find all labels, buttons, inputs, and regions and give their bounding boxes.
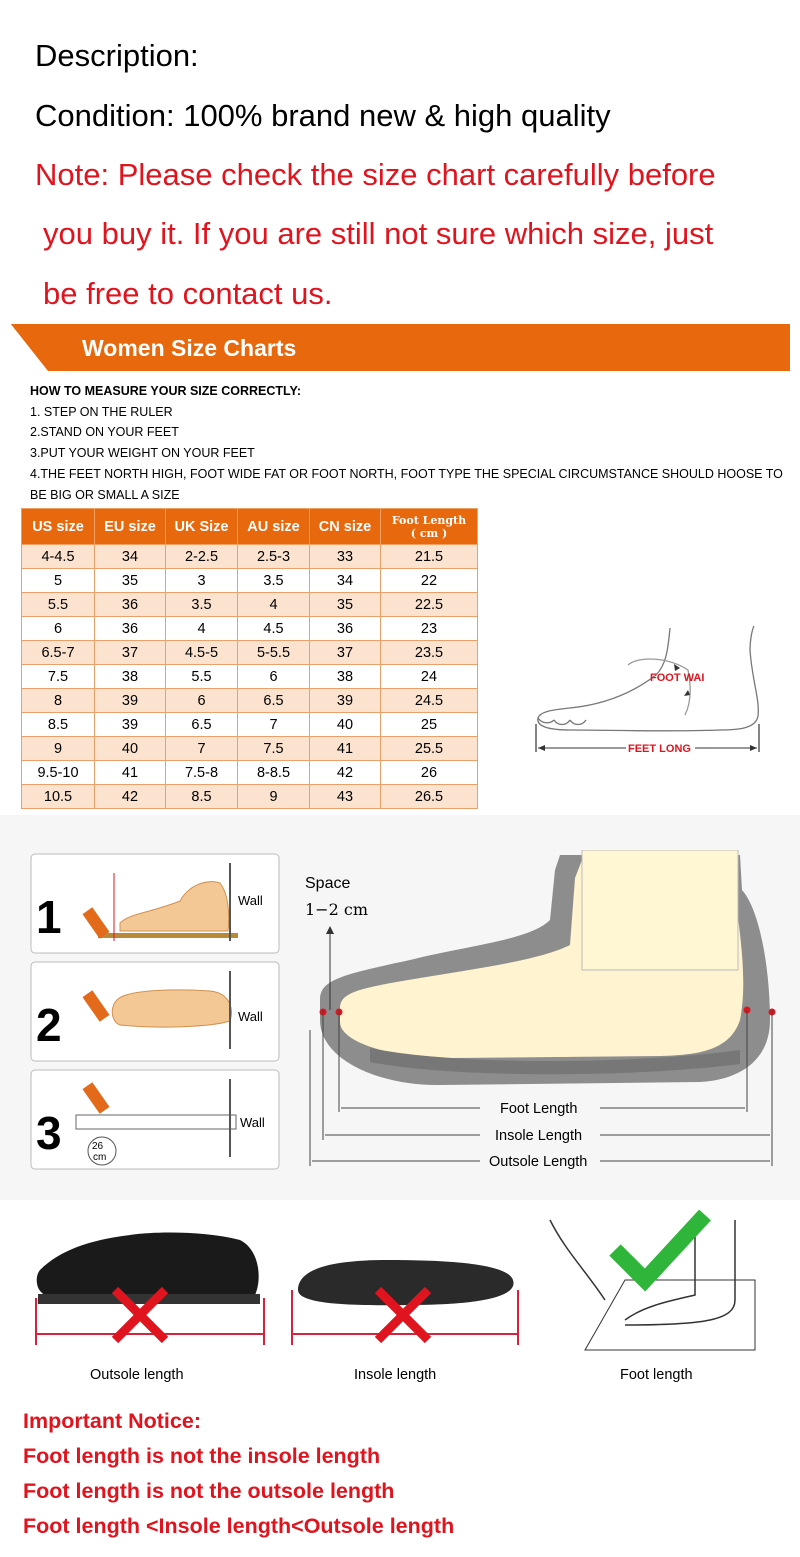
table-cell: 39 bbox=[95, 713, 166, 737]
space-label: Space bbox=[305, 875, 351, 892]
measure-step: 3.PUT YOUR WEIGHT ON YOUR FEET bbox=[30, 446, 255, 461]
table-cell: 34 bbox=[95, 545, 166, 569]
table-cell: 4 bbox=[166, 617, 238, 641]
notice-line-3: Foot length <Insole length<Outsole length bbox=[23, 1514, 455, 1538]
header-foot-length bbox=[381, 509, 478, 545]
header-cn-size: CN size bbox=[310, 509, 381, 545]
table-cell: 4-4.5 bbox=[22, 545, 95, 569]
table-cell: 6.5 bbox=[166, 713, 238, 737]
check-icon bbox=[615, 1215, 705, 1280]
space-value: 1−2 cm bbox=[305, 900, 368, 919]
foot-example-label: Foot length bbox=[620, 1367, 693, 1383]
table-cell: 37 bbox=[95, 641, 166, 665]
insole-length-label: Insole Length bbox=[495, 1128, 583, 1144]
table-row bbox=[22, 785, 478, 809]
table-cell: 2.5-3 bbox=[238, 545, 310, 569]
foot-outline-icon bbox=[538, 626, 759, 731]
table-header-row bbox=[22, 509, 478, 545]
table-cell: 2-2.5 bbox=[166, 545, 238, 569]
table-cell: 7 bbox=[166, 737, 238, 761]
table-cell: 6 bbox=[238, 665, 310, 689]
table-row bbox=[22, 689, 478, 713]
table-cell: 4 bbox=[238, 593, 310, 617]
insole-icon bbox=[298, 1260, 514, 1305]
shoe-cross-section bbox=[300, 850, 780, 1180]
description-title: Description: bbox=[35, 38, 199, 73]
step-2-number: 2 bbox=[36, 999, 62, 1051]
table-row bbox=[22, 665, 478, 689]
table-cell: 4.5-5 bbox=[166, 641, 238, 665]
table-cell: 6 bbox=[166, 689, 238, 713]
table-cell: 3.5 bbox=[238, 569, 310, 593]
table-cell: 9 bbox=[22, 737, 95, 761]
foot-length-label: Foot Length bbox=[500, 1101, 578, 1117]
table-cell: 42 bbox=[95, 785, 166, 809]
shoe-icon bbox=[37, 1233, 259, 1295]
table-cell: 4.5 bbox=[238, 617, 310, 641]
table-cell: 8.5 bbox=[22, 713, 95, 737]
table-cell: 6 bbox=[22, 617, 95, 641]
step-1-wall: Wall bbox=[238, 893, 263, 908]
table-cell: 21.5 bbox=[381, 545, 478, 569]
table-cell: 8-8.5 bbox=[238, 761, 310, 785]
notice-line-2: Foot length is not the outsole length bbox=[23, 1479, 395, 1503]
step-3-number: 3 bbox=[36, 1107, 62, 1159]
step-2-card bbox=[31, 962, 279, 1061]
feet-long-label: FEET LONG bbox=[628, 743, 691, 755]
measurement-examples bbox=[30, 1210, 770, 1360]
measuring-steps-panel bbox=[30, 853, 282, 1171]
notice-line-1: Foot length is not the insole length bbox=[23, 1444, 381, 1468]
header-eu-size: EU size bbox=[95, 509, 166, 545]
table-row bbox=[22, 545, 478, 569]
table-cell: 7.5 bbox=[22, 665, 95, 689]
outsole-length-label: Outsole Length bbox=[489, 1154, 588, 1170]
table-row bbox=[22, 569, 478, 593]
table-cell: 5.5 bbox=[22, 593, 95, 617]
table-cell: 26.5 bbox=[381, 785, 478, 809]
note-line-2: you buy it. If you are still not sure which size, just bbox=[43, 216, 714, 251]
table-cell: 5.5 bbox=[166, 665, 238, 689]
table-cell: 8.5 bbox=[166, 785, 238, 809]
measure-step: 4.THE FEET NORTH HIGH, FOOT WIDE FAT OR FOOT NORTH, FOOT TYPE THE SPECIAL CIRCUMSTANCE SHOULD HOOSE TO BE BIG OR SMALL A SIZE bbox=[30, 466, 783, 502]
hand-sketch-icon bbox=[550, 1220, 605, 1300]
table-body bbox=[22, 545, 478, 809]
table-cell: 26 bbox=[381, 761, 478, 785]
header-foot-length-label: Foot Length bbox=[391, 513, 467, 527]
table-cell: 39 bbox=[310, 689, 381, 713]
table-cell: 41 bbox=[310, 737, 381, 761]
table-row bbox=[22, 713, 478, 737]
table-cell: 38 bbox=[95, 665, 166, 689]
step-1-card bbox=[31, 854, 279, 953]
table-cell: 25.5 bbox=[381, 737, 478, 761]
table-row bbox=[22, 641, 478, 665]
table-cell: 34 bbox=[310, 569, 381, 593]
table-cell: 25 bbox=[381, 713, 478, 737]
table-cell: 24 bbox=[381, 665, 478, 689]
table-row bbox=[22, 617, 478, 641]
table-cell: 10.5 bbox=[22, 785, 95, 809]
table-cell: 5 bbox=[22, 569, 95, 593]
size-table bbox=[21, 508, 478, 809]
insole-example bbox=[292, 1260, 518, 1345]
table-cell: 3.5 bbox=[166, 593, 238, 617]
table-cell: 9 bbox=[238, 785, 310, 809]
table-cell: 37 bbox=[310, 641, 381, 665]
table-cell: 36 bbox=[310, 617, 381, 641]
step-3-wall: Wall bbox=[240, 1115, 265, 1130]
header-uk-size: UK Size bbox=[166, 509, 238, 545]
table-cell: 40 bbox=[310, 713, 381, 737]
table-cell: 36 bbox=[95, 593, 166, 617]
table-row bbox=[22, 593, 478, 617]
table-cell: 22 bbox=[381, 569, 478, 593]
table-row bbox=[22, 761, 478, 785]
table-cell: 24.5 bbox=[381, 689, 478, 713]
outsole-example bbox=[36, 1233, 264, 1345]
foot-example bbox=[550, 1215, 755, 1350]
insole-example-label: Insole length bbox=[354, 1367, 437, 1383]
note-line-1: Note: Please check the size chart carefully before bbox=[35, 157, 716, 192]
measure-step: 2.STAND ON YOUR FEET bbox=[30, 425, 179, 440]
table-row bbox=[22, 737, 478, 761]
foot-wai-label: FOOT WAI bbox=[650, 672, 705, 684]
table-cell: 23.5 bbox=[381, 641, 478, 665]
measure-heading: HOW TO MEASURE YOUR SIZE CORRECTLY: bbox=[30, 384, 302, 398]
condition-text: Condition: 100% brand new & high quality bbox=[35, 98, 611, 133]
table-cell: 5-5.5 bbox=[238, 641, 310, 665]
measure-step: 1. STEP ON THE RULER bbox=[30, 404, 173, 419]
table-cell: 39 bbox=[95, 689, 166, 713]
table-cell: 8 bbox=[22, 689, 95, 713]
table-cell: 42 bbox=[310, 761, 381, 785]
table-cell: 7 bbox=[238, 713, 310, 737]
table-cell: 41 bbox=[95, 761, 166, 785]
step-2-wall: Wall bbox=[238, 1009, 263, 1024]
table-cell: 36 bbox=[95, 617, 166, 641]
measure-instructions bbox=[30, 381, 790, 505]
header-foot-length-unit: ( cm ) bbox=[410, 526, 448, 540]
table-cell: 43 bbox=[310, 785, 381, 809]
table-cell: 7.5 bbox=[238, 737, 310, 761]
ruler-unit: cm bbox=[93, 1152, 107, 1163]
table-cell: 33 bbox=[310, 545, 381, 569]
note-line-3: be free to contact us. bbox=[43, 276, 333, 311]
table-cell: 7.5-8 bbox=[166, 761, 238, 785]
table-cell: 3 bbox=[166, 569, 238, 593]
table-cell: 40 bbox=[95, 737, 166, 761]
table-cell: 23 bbox=[381, 617, 478, 641]
table-cell: 35 bbox=[95, 569, 166, 593]
table-cell: 6.5 bbox=[238, 689, 310, 713]
outsole-example-label: Outsole length bbox=[90, 1367, 184, 1383]
table-cell: 9.5-10 bbox=[22, 761, 95, 785]
table-cell: 22.5 bbox=[381, 593, 478, 617]
step-1-number: 1 bbox=[36, 891, 62, 943]
step-3-card bbox=[31, 1070, 279, 1169]
table-cell: 38 bbox=[310, 665, 381, 689]
ruler-value: 26 bbox=[92, 1141, 104, 1152]
notice-title: Important Notice: bbox=[23, 1409, 201, 1433]
table-cell: 35 bbox=[310, 593, 381, 617]
foot-diagram bbox=[520, 620, 790, 760]
header-us-size: US size bbox=[22, 509, 95, 545]
banner-title: Women Size Charts bbox=[82, 335, 297, 361]
header-au-size: AU size bbox=[238, 509, 310, 545]
table-cell: 6.5-7 bbox=[22, 641, 95, 665]
